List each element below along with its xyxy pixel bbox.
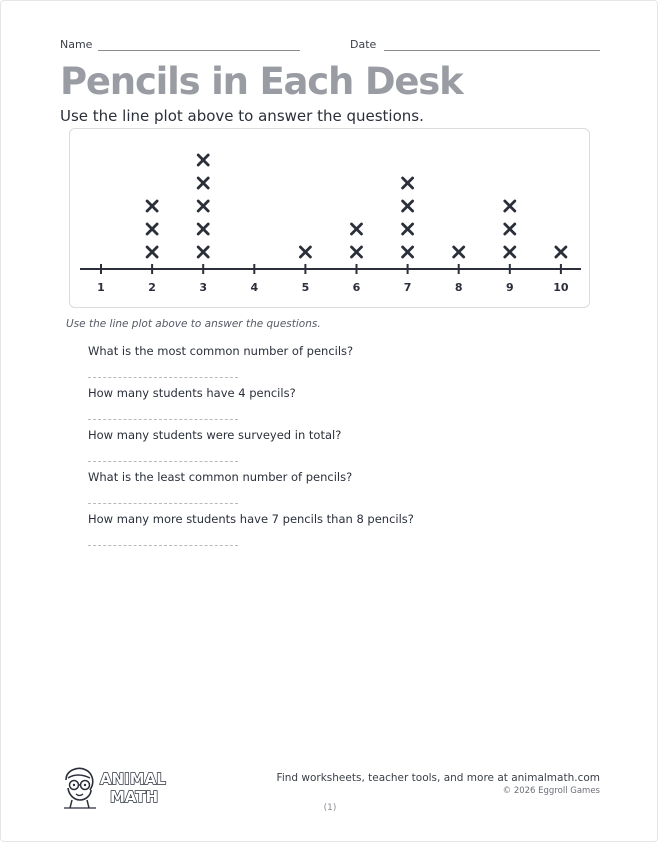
data-mark-x xyxy=(403,178,413,188)
line-plot xyxy=(70,129,591,309)
data-mark-x xyxy=(352,247,362,257)
tick-label: 10 xyxy=(553,281,569,294)
tick-label: 2 xyxy=(148,281,156,294)
data-mark-x xyxy=(403,201,413,211)
tick-label: 7 xyxy=(403,281,412,294)
data-mark-x xyxy=(147,247,157,257)
logo-text-bottom: MATH xyxy=(110,788,159,806)
data-mark-x xyxy=(352,224,362,234)
footer-tagline: Find worksheets, teacher tools, and more at animalmath.com xyxy=(276,772,600,784)
question-item xyxy=(88,384,588,426)
data-mark-x xyxy=(198,224,208,234)
data-mark-x xyxy=(505,247,515,257)
answer-line[interactable] xyxy=(88,419,238,420)
tick-label: 5 xyxy=(301,281,310,294)
logo-text-top: ANIMAL xyxy=(100,770,166,788)
question-text: How many students were surveyed in total? xyxy=(88,428,342,442)
data-mark-x xyxy=(505,224,515,234)
worksheet-subtitle: Use the line plot above to answer the questions. xyxy=(60,107,424,125)
question-text: How many more students have 7 pencils than 8 pencils? xyxy=(88,512,414,526)
date-label: Date xyxy=(350,38,377,51)
answer-line[interactable] xyxy=(88,461,238,462)
worksheet-title: Pencils in Each Desk xyxy=(60,60,463,103)
question-text: What is the least common number of pencils? xyxy=(88,470,353,484)
data-mark-x xyxy=(198,201,208,211)
data-mark-x xyxy=(505,201,515,211)
tick-label: 6 xyxy=(352,281,361,294)
question-list xyxy=(88,342,588,552)
footer-text xyxy=(277,772,600,796)
tick-label: 4 xyxy=(250,281,259,294)
tick-label: 1 xyxy=(97,281,105,294)
answer-line[interactable] xyxy=(88,503,238,504)
instruction-text: Use the line plot above to answer the questions. xyxy=(66,318,321,330)
answer-line[interactable] xyxy=(88,545,238,546)
data-mark-x xyxy=(556,247,566,257)
data-mark-x xyxy=(403,247,413,257)
question-text: How many students have 4 pencils? xyxy=(88,386,296,400)
tick-label: 8 xyxy=(454,281,463,294)
answer-line[interactable] xyxy=(88,377,238,378)
tick-label: 3 xyxy=(199,281,208,294)
data-mark-x xyxy=(300,247,310,257)
page-number: (1) xyxy=(323,803,337,813)
question-item xyxy=(88,510,588,552)
tick-label: 9 xyxy=(505,281,514,294)
question-item xyxy=(88,426,588,468)
name-label: Name xyxy=(60,38,93,51)
data-mark-x xyxy=(198,178,208,188)
line-plot-box xyxy=(69,128,590,308)
data-mark-x xyxy=(198,247,208,257)
data-mark-x xyxy=(147,201,157,211)
footer-copyright: © 2026 Eggroll Games xyxy=(502,786,600,796)
question-item xyxy=(88,468,588,510)
date-line xyxy=(384,50,600,51)
data-mark-x xyxy=(454,247,464,257)
data-mark-x xyxy=(198,155,208,165)
question-text: What is the most common number of pencils? xyxy=(88,344,354,358)
data-mark-x xyxy=(147,224,157,234)
data-mark-x xyxy=(403,224,413,234)
header-row xyxy=(60,38,600,54)
question-item xyxy=(88,342,588,384)
name-line xyxy=(98,50,300,51)
